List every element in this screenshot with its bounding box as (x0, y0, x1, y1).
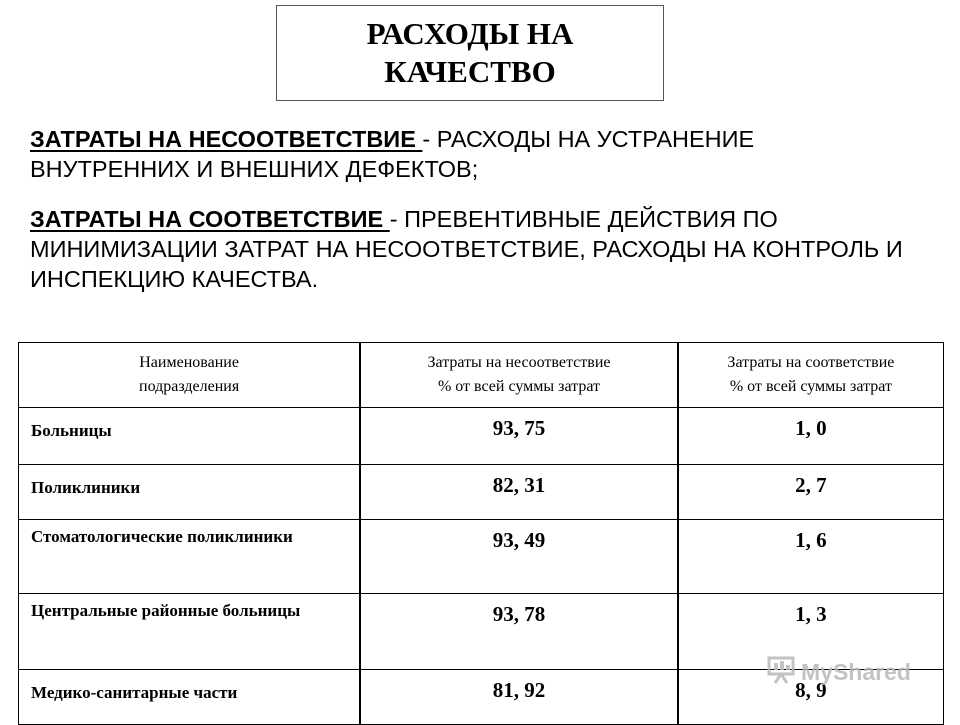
nonconformance-value: 93, 75 (360, 408, 678, 465)
conformance-value: 1, 3 (678, 594, 944, 670)
table-row (19, 465, 944, 520)
conformance-value: 2, 7 (678, 465, 944, 520)
presentation-board-icon (766, 654, 796, 690)
definition-text: - ПРЕВЕНТИВНЫЕ ДЕЙСТВИЯ ПО МИНИМИЗАЦИИ ЗАТРАТ НА НЕСООТВЕТСТВИЕ, РАСХОДЫ НА КОНТРОЛЬ И ИНСПЕКЦИЮ КАЧЕСТВА. (30, 206, 903, 292)
conformance-value: 1, 6 (678, 520, 944, 594)
department-name: Больницы (19, 408, 361, 465)
conformance-value: 1, 0 (678, 408, 944, 465)
nonconformance-value: 93, 78 (360, 594, 678, 670)
header-conformance: Затраты на соответствие % от всей суммы затрат (678, 343, 944, 408)
slide-title-line2: КАЧЕСТВО (384, 54, 556, 89)
nonconformance-value: 82, 31 (360, 465, 678, 520)
definition-conformance (30, 204, 910, 294)
watermark (766, 654, 911, 690)
department-name: Поликлиники (19, 465, 361, 520)
slide-title-box (276, 5, 664, 101)
department-name: Стоматологические поликлиники (19, 520, 361, 594)
table-row (19, 520, 944, 594)
header-department: Наименование подразделения (19, 343, 361, 408)
watermark-text: MyShared (801, 658, 911, 685)
nonconformance-value: 81, 92 (360, 670, 678, 725)
nonconformance-value: 93, 49 (360, 520, 678, 594)
definition-text: - РАСХОДЫ НА УСТРАНЕНИЕ ВНУТРЕННИХ И ВНЕШНИХ ДЕФЕКТОВ; (30, 126, 755, 182)
definition-term: ЗАТРАТЫ НА СООТВЕТСТВИЕ (30, 206, 390, 232)
conformance-value: 8, 9 (678, 670, 944, 725)
department-name: Медико-санитарные части (19, 670, 361, 725)
definition-term: ЗАТРАТЫ НА НЕСООТВЕТСТВИЕ (30, 126, 423, 152)
header-nonconformance: Затраты на несоответствие % от всей суммы затрат (360, 343, 678, 408)
department-name: Центральные районные больницы (19, 594, 361, 670)
table-row (19, 408, 944, 465)
table-header-row (19, 343, 944, 408)
slide-title-line1: РАСХОДЫ НА (366, 16, 574, 51)
definition-nonconformance (30, 124, 910, 184)
